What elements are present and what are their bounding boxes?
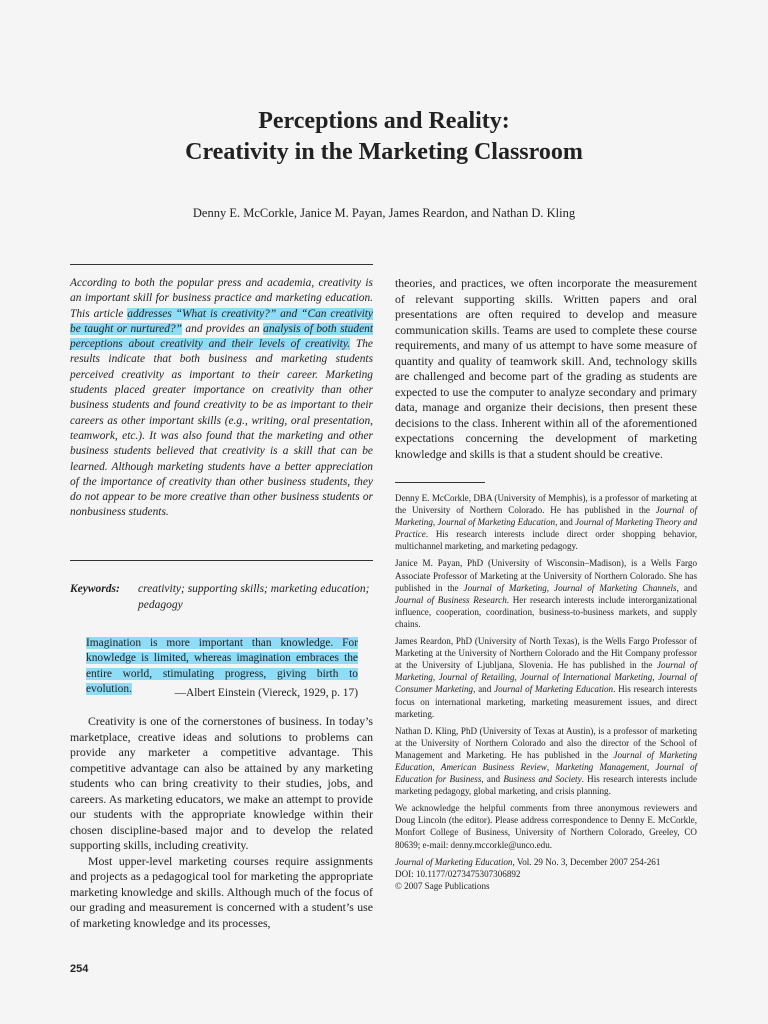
epigraph-highlight: Imagination is more important than knowledge. For knowledge is limited, whereas imagination embraces the entire world, stimulating progress, giving birth to evolution. <box>86 637 358 696</box>
footnote-rule <box>395 482 485 483</box>
keywords-text: creativity; supporting skills; marketing education; pedagogy <box>138 583 370 611</box>
citation-block <box>395 856 697 892</box>
journal-name: Journal of Marketing Education <box>395 856 513 867</box>
keywords-label: Keywords: <box>70 583 120 595</box>
body-paragraph: Creativity is one of the cornerstones of business. In today’s marketplace, creative ideas and solutions to problems can provide any marketer a competitive advantage. This competitive advantage can also be attained by any marketing students who can bring creativity to their studies, jobs, and careers. As marketing educators, we make an attempt to provide our students with the appropriate knowledge within their chosen discipline-based major and to develop the related supporting skills, including creativity. <box>70 714 373 852</box>
title-line-1: Perceptions and Reality: <box>258 108 510 134</box>
author-list: Denny E. McCorkle, Janice M. Payan, James Reardon, and Nathan D. Kling <box>192 206 576 220</box>
abstract-bottom-rule <box>70 560 373 561</box>
epigraph-attribution: —Albert Einstein (Viereck, 1929, p. 17) <box>174 687 358 699</box>
author-notes <box>395 492 697 892</box>
author-note-payan: Janice M. Payan, PhD (University of Wisconsin–Madison), is a Wells Fargo Associate Professor of Marketing at the University of Northern Colorado. She has published in the Journal of Marketing, Journal of Marketing Channels, and Journal of Business Research. Her research interests include interorganizational influence, cooperation, coordination, business-to-business markets, and supply chains. <box>395 558 698 629</box>
body-paragraph: Most upper-level marketing courses require assignments and projects as a pedagogical tool for marketing the appropriate marketing knowledge and skills. Although much of the focus of our grading and measurement is concerned with a student’s use of marketing knowledge and its processes, <box>70 853 373 930</box>
body-left-column <box>70 714 373 931</box>
abstract-text: and provides an <box>181 322 264 335</box>
keywords <box>70 582 373 613</box>
body-right-column <box>395 276 697 462</box>
author-note-reardon: James Reardon, PhD (University of North Texas), is the Wells Fargo Professor of Marketing at the University of Northern Colorado and the Hit Company professor at the University of Ljubljana, Slovenia. He has published in the Journal of Marketing, Journal of Retailing, Journal of International Marketing, Journal of Consumer Marketing, and Journal of Marketing Education. His research interests focus on international marketing, marketing measurement issues, and direct marketing. <box>395 636 698 719</box>
author-note-mccorkle: Denny E. McCorkle, DBA (University of Memphis), is a professor of marketing at the University of Northern Colorado. He has published in the Journal of Marketing, Journal of Marketing Education, and Journal of Marketing Theory and Practice. His research interests include direct order shopping behavior, multichannel marketing, and marketing pedagogy. <box>395 493 698 552</box>
abstract-text: According to both the popular press and academia, creativity is an important skill for business practice and marketing education. This article <box>70 277 373 320</box>
author-note-kling: Nathan D. Kling, PhD (University of Texas at Austin), is a professor of marketing at the University of Northern Colorado and also the director of the School of Management and Marketing. He has published in the Journal of Marketing Education, American Business Review, Marketing Management, Journal of Education for Business, and Business and Society. His research interests include marketing pedagogy, global marketing, and crisis planning. <box>395 725 698 797</box>
abstract-highlight-2: analysis of both student perceptions about creativity and their levels of creativity. <box>70 322 373 351</box>
abstract-highlight-1: addresses “What is creativity?” and “Can creativity be taught or nurtured?” <box>70 307 373 335</box>
doi: DOI: 10.1177/0273475307306892 <box>395 868 521 879</box>
copyright: © 2007 Sage Publications <box>395 880 490 891</box>
abstract-top-rule <box>70 264 373 265</box>
abstract-text: The results indicate that both business and marketing students perceived creativity as important to their career. Marketing students placed greater importance on creativity than other business students and found creativity to be as important to their careers as other important skills (e.g., writing, oral presentation, teamwork, etc.). It was also found that the marketing and other business students believed that creativity is a skill that can be learned. Although marketing students have a better appreciation of the importance of creativity than other business students, they do not appear to be more creative than other business students or nonbusiness students. <box>70 338 373 519</box>
title-line-2: Creativity in the Marketing Classroom <box>185 139 583 165</box>
page-number: 254 <box>70 963 89 975</box>
acknowledgment: We acknowledge the helpful comments from three anonymous reviewers and Doug Lincoln (the editor). Please address correspondence to Denny E. McCorkle, Monfort College of Business, University of Northern Colorado, Greeley, CO 80639; e-mail: denny.mccorkle@unco.edu. <box>395 803 697 850</box>
abstract <box>70 276 373 521</box>
body-paragraph: theories, and practices, we often incorporate the measurement of relevant supporting skills. Written papers and oral presentations are often required to develop and measure communication skills. Teams are used to complete these course requirements, and many of us attempt to have some measure of quantity and quality of teamwork skill. And, technology skills are challenged and become part of the grading as students are expected to use the computer to analyze secondary and primary data, manage and organize their decisions, then present these decisions to the class. Inherent within all of the aforementioned expectations concerning the development of marketing knowledge and skills is that a student should be creative. <box>395 276 697 461</box>
page-title <box>0 106 768 168</box>
journal-issue: , Vol. 29 No. 3, December 2007 254-261 <box>512 856 661 867</box>
